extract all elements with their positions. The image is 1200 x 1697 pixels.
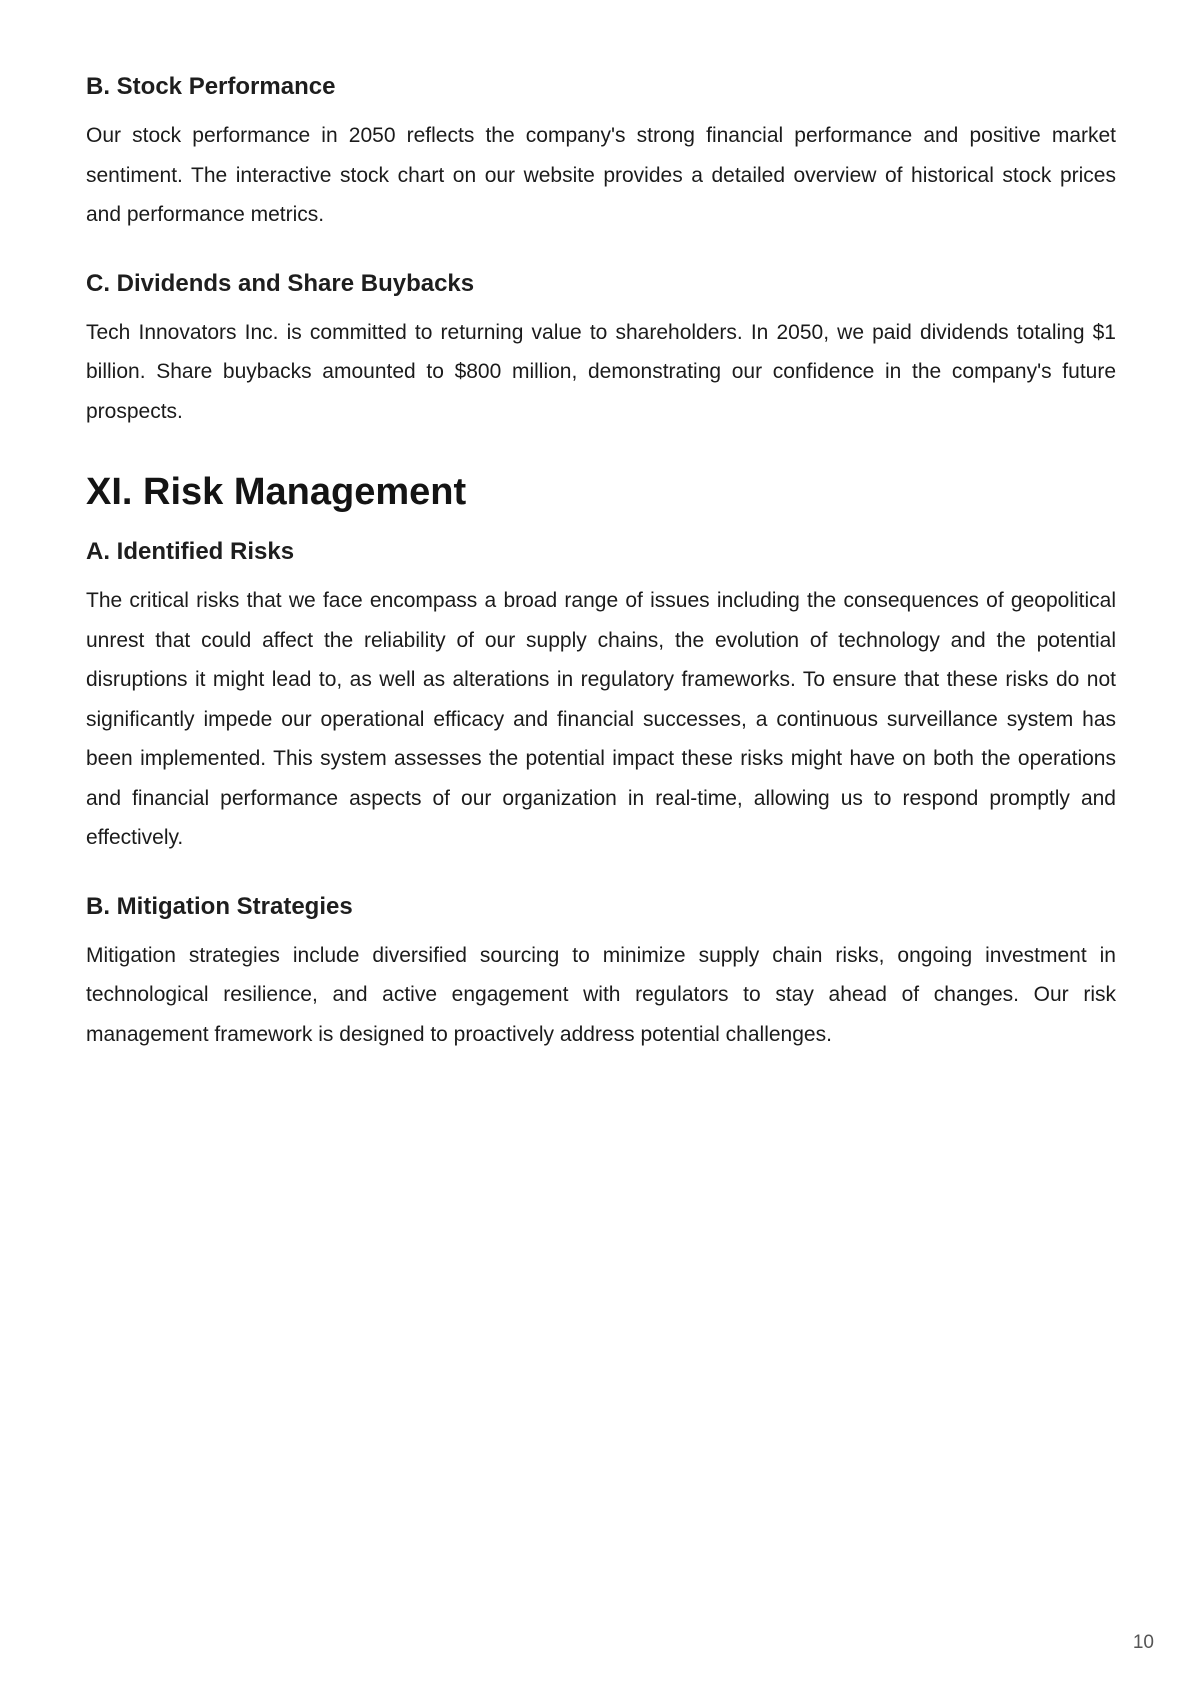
subsection-mitigation-strategies	[86, 892, 1116, 1055]
heading-risk-management: XI. Risk Management	[86, 471, 467, 513]
page-number: 10	[1132, 1632, 1154, 1653]
paragraph-mitigation-strategies: Mitigation strategies include diversified sourcing to minimize supply chain risks, ongoing investment in technological resilience, and active engagement with regulators to stay ahead of changes. Our risk management framework is designed to proactively address potential challenges.	[86, 943, 1116, 1046]
section-dividends	[86, 269, 1116, 432]
heading-dividends: C. Dividends and Share Buybacks	[86, 269, 475, 297]
page-content	[86, 72, 1116, 1054]
heading-stock-performance: B. Stock Performance	[86, 73, 336, 100]
paragraph-stock-performance: Our stock performance in 2050 reflects the company's strong financial performance and positive market sentiment. The interactive stock chart on our website provides a detailed overview of historical stock prices and performance metrics.	[86, 124, 1116, 226]
paragraph-identified-risks: The critical risks that we face encompass a broad range of issues including the consequences of geopolitical unrest that could affect the reliability of our supply chains, the evolution of technology and the potential disruptions it might lead to, as well as alterations in regulatory frameworks. To ensure that these risks do not significantly impede our operational efficacy and financial successes, a continuous surveillance system has been implemented. This system assesses the potential impact these risks might have on both the operations and financial performance aspects of our organization in real-time, allowing us to respond promptly and effectively.	[86, 589, 1116, 849]
heading-mitigation-strategies: B. Mitigation Strategies	[86, 892, 353, 920]
paragraph-dividends: Tech Innovators Inc. is committed to returning value to shareholders. In 2050, we paid dividends totaling $1 billion. Share buybacks amounted to $800 million, demonstrating our confidence in the company's future prospects.	[86, 320, 1116, 423]
section-risk-management	[86, 469, 1116, 1054]
heading-identified-risks: A. Identified Risks	[86, 538, 295, 565]
section-stock-performance	[86, 72, 1116, 235]
subsection-identified-risks	[86, 537, 1116, 858]
